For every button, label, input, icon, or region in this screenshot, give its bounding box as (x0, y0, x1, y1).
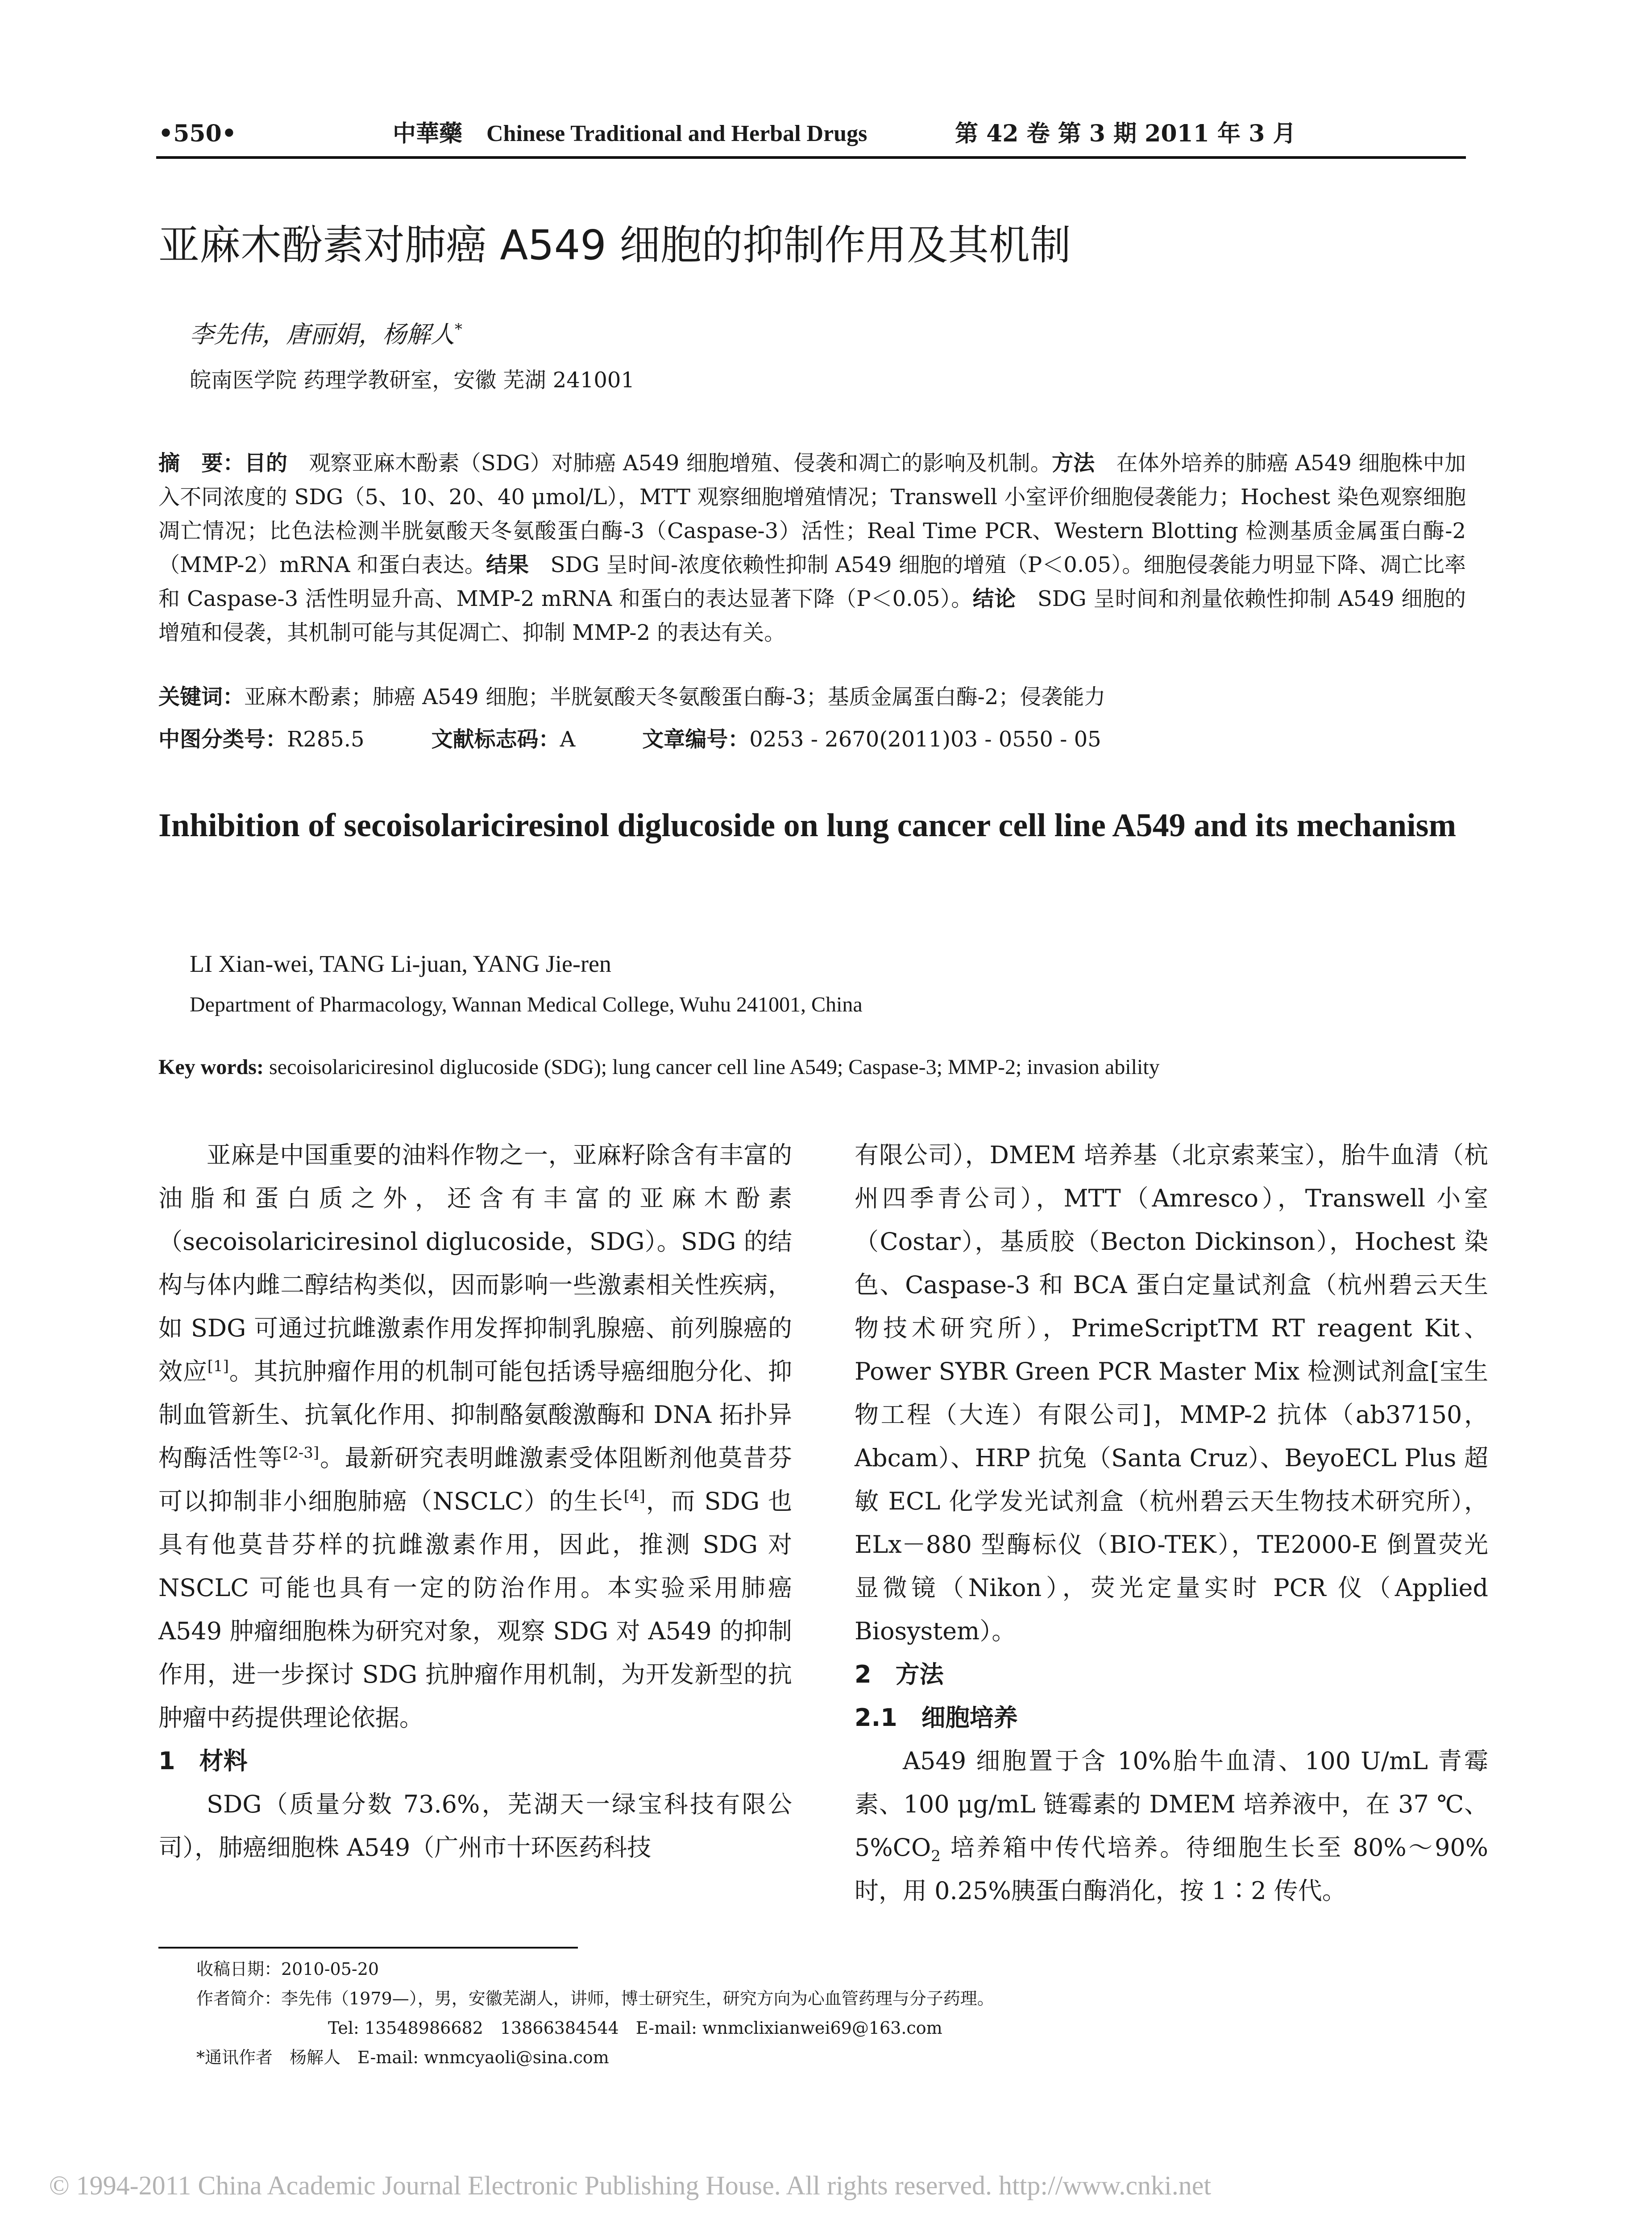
doc-value: A (560, 727, 576, 752)
subsection-heading-culture: 2.1 细胞培养 (855, 1704, 1018, 1732)
section-heading-methods: 2 方法 (855, 1660, 944, 1688)
section-heading-materials: 1 材料 (158, 1747, 248, 1775)
footnote-rule (158, 1947, 578, 1949)
classification-row (158, 725, 1168, 754)
results-label: 结果 (486, 552, 529, 577)
methods-text: 在体外培养的肺癌 A549 细胞株中加入不同浓度的 SDG（5、10、20、40 μmol/L），MTT 观察细胞增殖情况；Transwell 小室评价细胞侵袭能力；Hochest 染色观察细胞凋亡情况；比色法检测半胱氨酸天冬氨酸蛋白酶-3（Caspase-3）活性；Real Time PCR、Western Blotting 检测基质金属蛋白酶-2（MMP-2）mRNA 和蛋白表达。 (158, 451, 1466, 577)
culture-paragraph (855, 1739, 1488, 1912)
clc-code (158, 725, 365, 754)
intro-text-2: 。其抗肿瘤作用的机制可能包括诱导癌细胞分化、抑制血管新生、抗氧化作用、抑制酪氨酸激酶和 DNA 拓扑异构酶活性等 (158, 1357, 793, 1472)
body-column-left (158, 1133, 792, 1869)
author-contact: Tel: 13548986682 13866384544 E-mail: wnmclixianwei69@163.com (328, 2018, 942, 2038)
citation-2: [2-3] (282, 1444, 320, 1462)
authors-cn (190, 319, 462, 350)
conclusion-text: SDG 呈时间和剂量依赖性抑制 A549 细胞的增殖和侵袭，其机制可能与其促凋亡、抑制 MMP-2 的表达有关。 (158, 586, 1466, 645)
corresponding-mark: * (455, 320, 462, 338)
conclusion-label: 结论 (972, 586, 1016, 611)
doc-label: 文献标志码： (431, 727, 560, 752)
intro-text-3: 。最新研究表明雌激素受体阻断剂他莫昔芬可以抑制非小细胞肺癌（NSCLC）的生长 (158, 1444, 793, 1515)
keywords-text: 亚麻木酚素；肺癌 A549 细胞；半胱氨酸天冬氨酸蛋白酶-3；基质金属蛋白酶-2；侵袭能力 (244, 684, 1106, 709)
page-number: •550• (158, 120, 237, 147)
keywords-cn (158, 683, 1105, 711)
doc-code (432, 725, 576, 754)
results-text: SDG 呈时间-浓度依赖性抑制 A549 细胞的增殖（P＜0.05）。细胞侵袭能力明显下降、凋亡比率和 Caspase-3 活性明显升高、MMP-2 mRNA 和蛋白的表达显著下降（P＜0.05）。 (158, 552, 1466, 611)
copyright-notice: © 1994-2011 China Academic Journal Electronic Publishing House. All rights reserved. http://www.cnki.net (49, 2171, 1212, 2200)
article-title-en: Inhibition of secoisolariciresinol diglucoside on lung cancer cell line A549 and its mechanism (158, 807, 1457, 844)
culture-text-2: 培养箱中传代培养。待细胞生长至 80%～90%时，用 0.25%胰蛋白酶消化，按 1∶2 传代。 (855, 1833, 1488, 1905)
co2-subscript: 2 (931, 1847, 941, 1865)
keywords-en-label: Key words: (158, 1055, 264, 1079)
materials-paragraph: SDG（质量分数 73.6%，芜湖天一绿宝科技有限公司），肺癌细胞株 A549（广州市十环医药科技 (158, 1790, 792, 1862)
culture-text-1: A549 细胞置于含 10%胎牛血清、100 U/mL 青霉素、100 μg/mL 链霉素的 DMEM 培养液中，在 37 ℃、5%CO (855, 1747, 1488, 1862)
intro-paragraph (158, 1133, 792, 1739)
footnotes (196, 1954, 994, 2072)
corresponding-author: *通讯作者 杨解人 E-mail: wnmcyaoli@sina.com (196, 2048, 609, 2067)
header-rule (156, 156, 1466, 159)
article-title-cn: 亚麻木酚素对肺癌 A549 细胞的抑制作用及其机制 (158, 221, 1071, 269)
citation-3: [4] (623, 1487, 645, 1505)
clc-label: 中图分类号： (158, 727, 287, 752)
body-column-right (855, 1133, 1488, 1912)
intro-text-4: ，而 SDG 也具有他莫昔芬样的抗雌激素作用，因此，推测 SDG 对 NSCLC 可能也具有一定的防治作用。本实验采用肺癌 A549 肿瘤细胞株为研究对象，观察 SDG 对 A549 的抑制作用，进一步探讨 SDG 抗肿瘤作用机制，为开发新型的抗肿瘤中药提供理论依据。 (158, 1487, 792, 1732)
received-date: 收稿日期：2010-05-20 (196, 1959, 379, 1979)
materials-continued: 有限公司），DMEM 培养基（北京索莱宝），胎牛血清（杭州四季青公司），MTT（Amresco），Transwell 小室（Costar），基质胶（Becton Dickinson），Hochest 染色、Caspase-3 和 BCA 蛋白定量试剂盒（杭州碧云天生物技术研究所），PrimeScriptTM RT reagent Kit、Power SYBR Green PCR Master Mix 检测试剂盒[宝生物工程（大连）有限公司]，MMP-2 抗体（ab37150，Abcam）、HRP 抗兔（Santa Cruz）、BeyoECL Plus 超敏 ECL 化学发光试剂盒（杭州碧云天生物技术研究所），ELx－880 型酶标仪（BIO-TEK），TE2000-E 倒置荧光显微镜（Nikon），荧光定量实时 PCR 仪（Applied Biosystem）。 (855, 1141, 1488, 1645)
citation-1: [1] (207, 1357, 229, 1375)
keywords-en-text: secoisolariciresinol diglucoside (SDG); lung cancer cell line A549; Caspase-3; MMP-2; invasion ability (269, 1055, 1160, 1079)
intro-text-1: 亚麻是中国重要的油料作物之一，亚麻籽除含有丰富的油脂和蛋白质之外，还含有丰富的亚麻木酚素（secoisolariciresinol diglucoside，SDG）。SDG 的结构与体内雌二醇结构类似，因而影响一些激素相关性疾病，如 SDG 可通过抗雌激素作用发挥抑制乳腺癌、前列腺癌的效应 (158, 1141, 792, 1385)
article-label: 文章编号： (642, 727, 750, 752)
affiliation-en: Department of Pharmacology, Wannan Medical College, Wuhu 241001, China (190, 993, 863, 1016)
methods-label: 方法 (1051, 451, 1095, 476)
abstract-cn (158, 446, 1466, 650)
journal-name: Chinese Traditional and Herbal Drugs (486, 121, 868, 146)
clc-value: R285.5 (287, 727, 365, 752)
keywords-en (158, 1053, 1160, 1082)
journal-issue: 第 42 卷 第 3 期 2011 年 3 月 (955, 120, 1296, 147)
author-bio: 作者简介：李先伟（1979—），男，安徽芜湖人，讲师，博士研究生，研究方向为心血管药理与分子药理。 (196, 1989, 994, 2008)
objective-label: 目的 (244, 451, 288, 476)
article-number (642, 725, 1101, 754)
authors-cn-names: 李先伟，唐丽娟，杨解人 (190, 320, 455, 348)
objective-text: 观察亚麻木酚素（SDG）对肺癌 A549 细胞增殖、侵袭和凋亡的影响及机制。 (309, 451, 1052, 476)
affiliation-cn: 皖南医学院 药理学教研室，安徽 芜湖 241001 (190, 368, 635, 393)
abstract-label: 摘 要： (158, 451, 245, 476)
journal-logo-cn: 中華藥 (393, 120, 463, 147)
article-value: 0253 - 2670(2011)03 - 0550 - 05 (749, 727, 1101, 752)
authors-en: LI Xian-wei, TANG Li-juan, YANG Jie-ren (190, 950, 611, 977)
keywords-label: 关键词： (158, 684, 245, 709)
